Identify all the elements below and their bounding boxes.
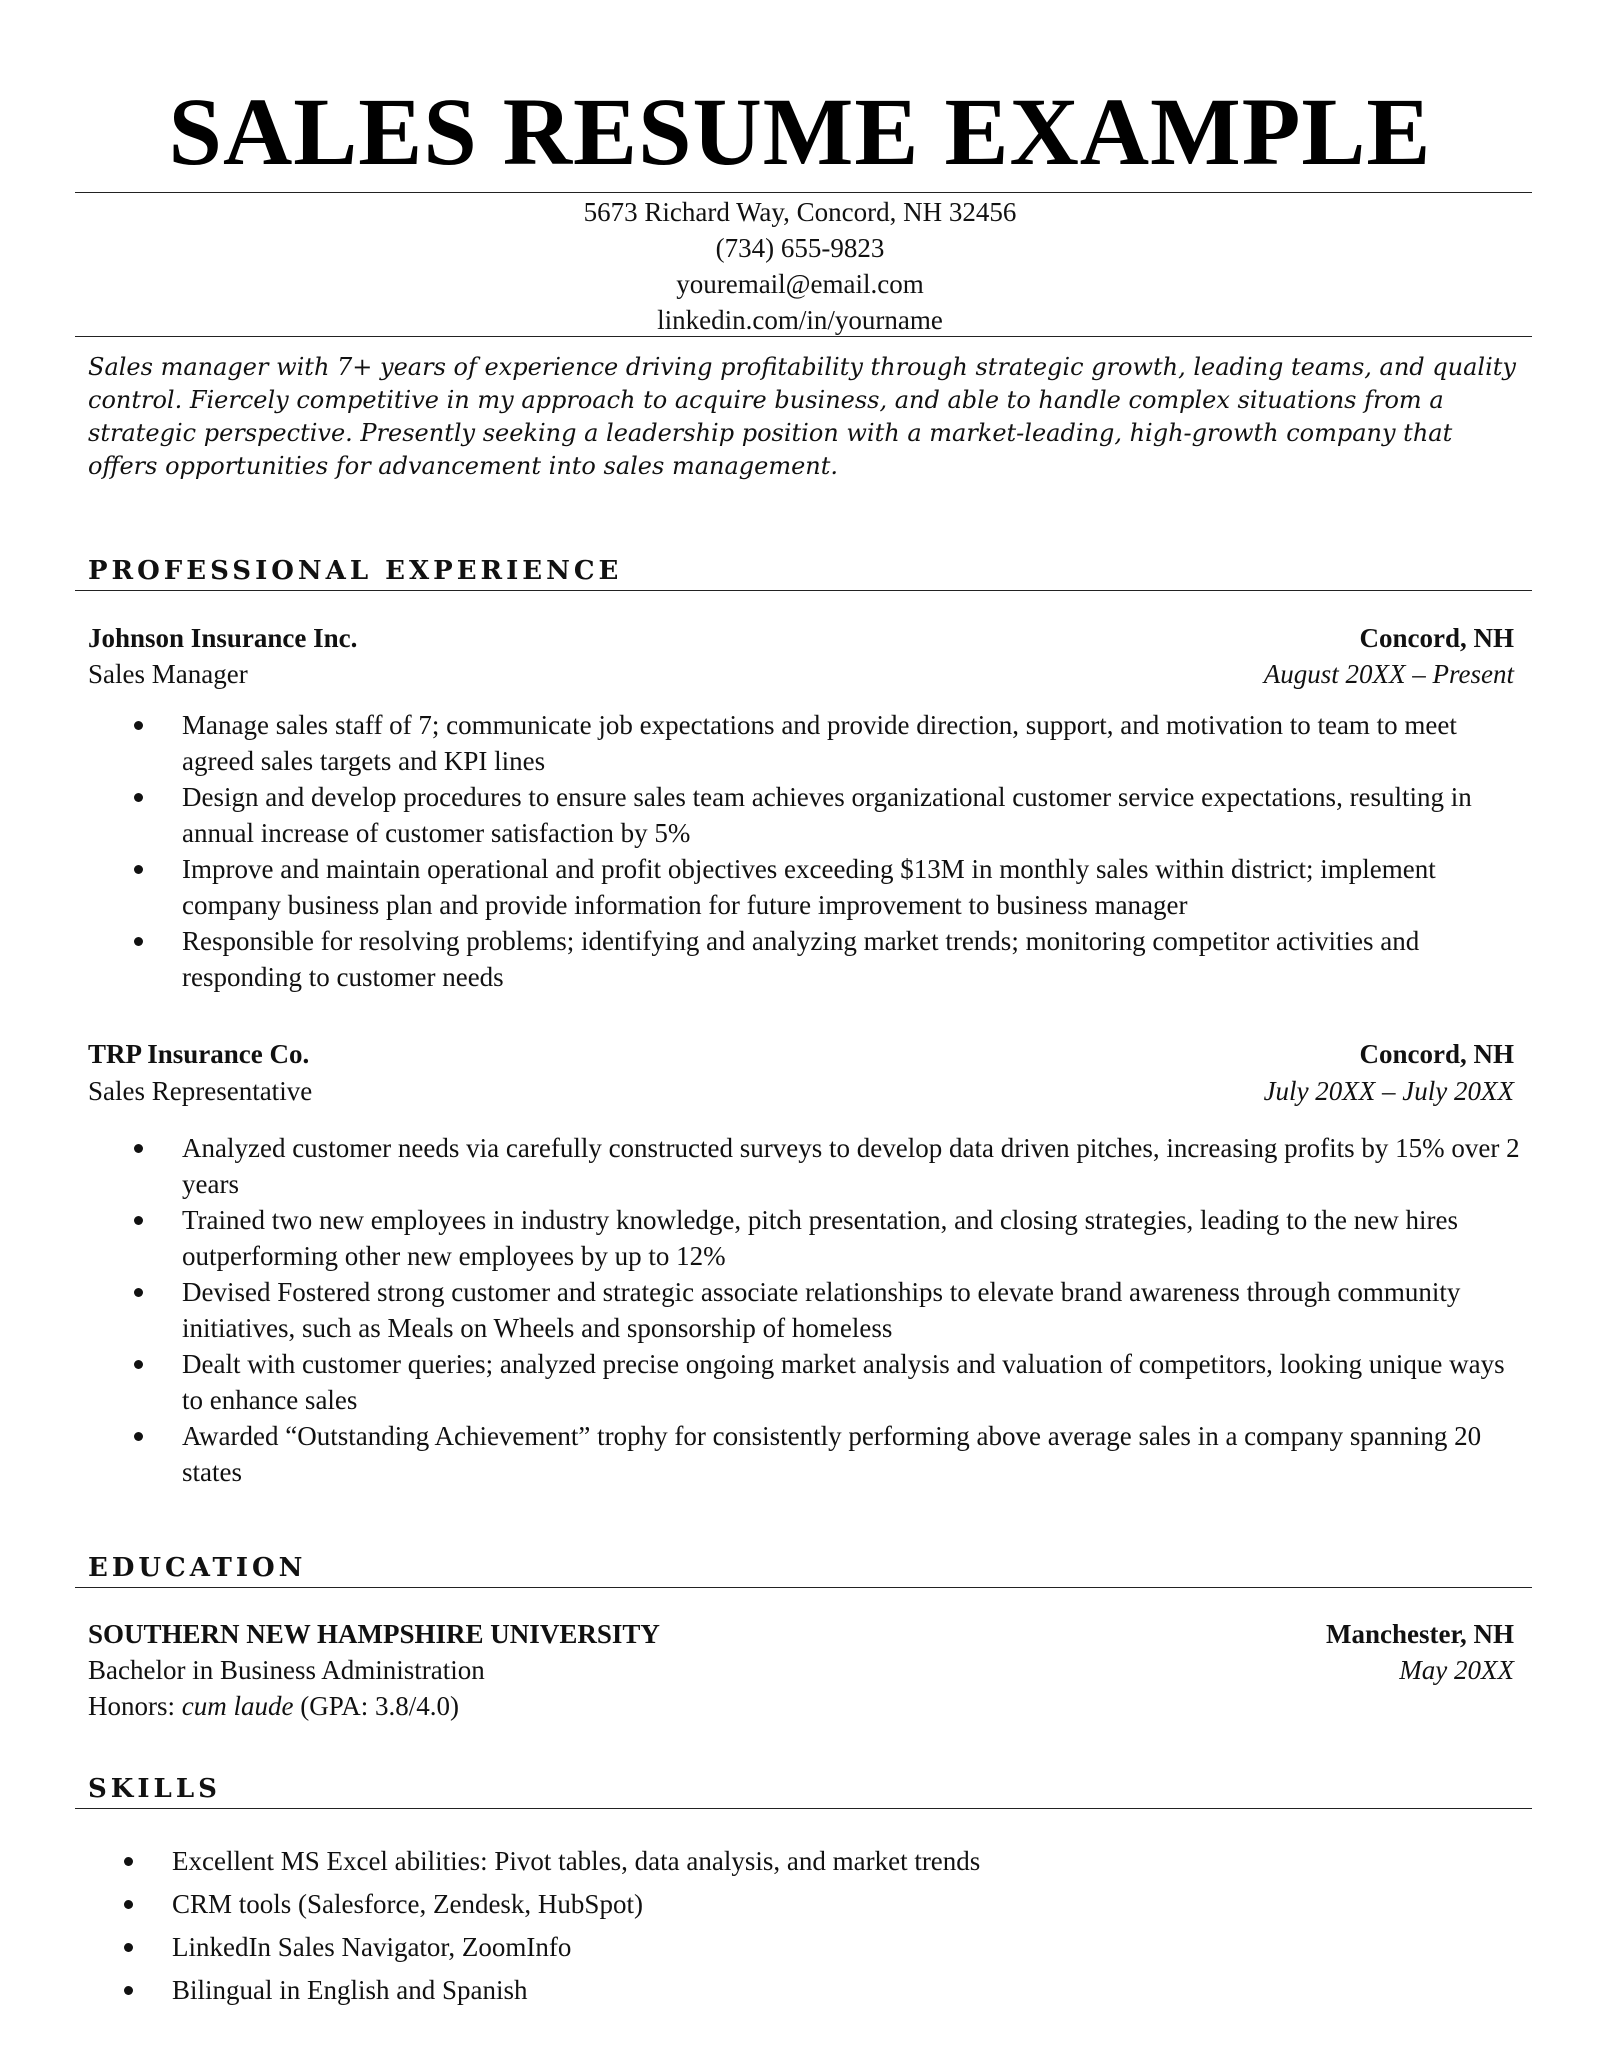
job-dates: July 20XX – July 20XX: [1263, 1076, 1514, 1106]
education-location: Manchester, NH: [1326, 1619, 1514, 1649]
list-item: Manage sales staff of 7; communicate job expectations and provide direction, support, and motivation to team to meet agreed sales targets and KPI lines: [120, 707, 1520, 779]
list-item: Responsible for resolving problems; identifying and analyzing market trends; monitoring competitor activities and responding to customer needs: [120, 923, 1520, 995]
header-divider-top: [75, 192, 1532, 193]
skills-heading: SKILLS: [88, 1774, 221, 1804]
honors-gpa: (GPA: 3.8/4.0): [293, 1691, 459, 1721]
honors-label: Honors:: [88, 1691, 182, 1721]
bullet-icon: [134, 721, 143, 730]
bullet-icon: [124, 1900, 133, 1909]
contact-address: 5673 Richard Way, Concord, NH 32456: [583, 197, 1017, 227]
professional-summary: Sales manager with 7+ years of experience driving profitability through strategic growth, leading teams, and quality control. Fiercely competitive in my approach to acquire business, and able to handle complex situations from a strategic perspective. Presently seeking a leadership position with a market-leading, high-growth company that offers opportunities for advancement into sales management.: [88, 353, 1516, 480]
list-item: Devised Fostered strong customer and strategic associate relationships to elevate brand awareness through community initiatives, such as Meals on Wheels and sponsorship of homeless: [120, 1274, 1520, 1346]
bullet-icon: [134, 865, 143, 874]
resume-title: SALES RESUME EXAMPLE: [168, 78, 1432, 185]
experience-divider: [75, 590, 1532, 591]
list-item: Improve and maintain operational and profit objectives exceeding $13M in monthly sales within district; implement company business plan and provide information for future improvement to business manager: [120, 851, 1520, 923]
job-company: Johnson Insurance Inc.: [88, 623, 358, 653]
bullet-icon: [134, 793, 143, 802]
bullet-icon: [134, 1360, 143, 1369]
bullet-icon: [124, 1943, 133, 1952]
bullet-icon: [134, 1144, 143, 1153]
list-item: Awarded “Outstanding Achievement” trophy for consistently performing above average sales in a company spanning 20 states: [120, 1418, 1520, 1490]
contact-email: youremail@email.com: [676, 269, 924, 299]
bullet-icon: [134, 1288, 143, 1297]
job-dates: August 20XX – Present: [1263, 659, 1514, 689]
list-item: Dealt with customer queries; analyzed precise ongoing market analysis and valuation of competitors, looking unique ways to enhance sales: [120, 1346, 1520, 1418]
contact-block: [0, 194, 1600, 338]
bullet-icon: [134, 1216, 143, 1225]
list-item: Design and develop procedures to ensure sales team achieves organizational customer service expectations, resulting in annual increase of customer satisfaction by 5%: [120, 779, 1520, 851]
experience-heading: PROFESSIONAL EXPERIENCE: [88, 556, 623, 586]
education-heading: EDUCATION: [88, 1553, 307, 1583]
job-company: TRP Insurance Co.: [88, 1039, 310, 1069]
list-item: Trained two new employees in industry knowledge, pitch presentation, and closing strategies, leading to the new hires outperforming other new employees by up to 12%: [120, 1202, 1520, 1274]
honors-value: cum laude: [181, 1691, 294, 1721]
bullet-icon: [124, 1986, 133, 1995]
job-location: Concord, NH: [1359, 623, 1514, 653]
skills-list: [120, 1840, 1520, 2012]
header-divider-bottom: [75, 336, 1532, 337]
list-item: CRM tools (Salesforce, Zendesk, HubSpot): [120, 1883, 1520, 1926]
list-item: Bilingual in English and Spanish: [120, 1969, 1520, 2012]
list-item: LinkedIn Sales Navigator, ZoomInfo: [120, 1926, 1520, 1969]
education-date: May 20XX: [1399, 1655, 1514, 1685]
job-location: Concord, NH: [1359, 1039, 1514, 1069]
contact-phone: (734) 655-9823: [715, 233, 885, 263]
education-school: SOUTHERN NEW HAMPSHIRE UNIVERSITY: [88, 1619, 660, 1649]
bullet-icon: [134, 1432, 143, 1441]
education-degree: Bachelor in Business Administration: [88, 1655, 485, 1685]
job-bullets: [120, 707, 1520, 995]
education-divider: [75, 1587, 1532, 1588]
contact-linkedin: linkedin.com/in/yourname: [657, 305, 943, 335]
skills-divider: [75, 1808, 1532, 1809]
job-bullets: [120, 1130, 1520, 1490]
job-role: Sales Manager: [88, 659, 248, 689]
job-role: Sales Representative: [88, 1076, 313, 1106]
list-item: Excellent MS Excel abilities: Pivot tables, data analysis, and market trends: [120, 1840, 1520, 1883]
list-item: Analyzed customer needs via carefully constructed surveys to develop data driven pitches, increasing profits by 15% over 2 years: [120, 1130, 1520, 1202]
bullet-icon: [134, 937, 143, 946]
bullet-icon: [124, 1857, 133, 1866]
